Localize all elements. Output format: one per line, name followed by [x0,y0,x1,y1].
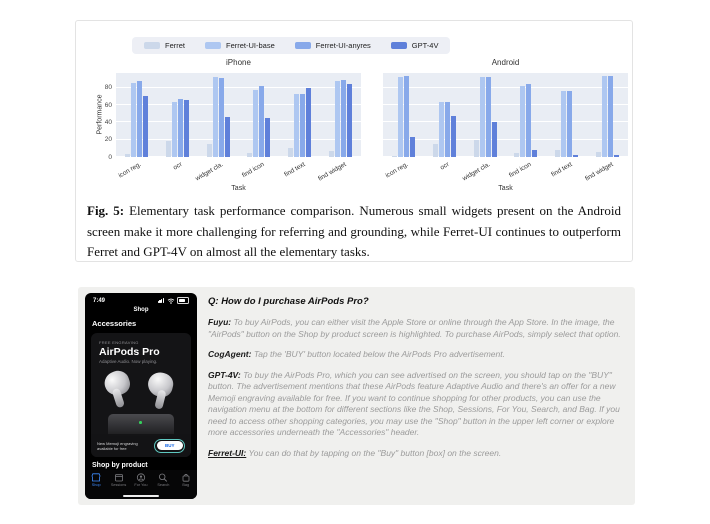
airpods-promo-card [91,333,191,457]
bar [492,122,497,157]
bar [178,99,183,157]
bar [265,118,270,157]
bar [166,141,171,157]
bar [398,77,403,157]
person-circle-icon [136,473,146,482]
bar [526,84,531,157]
bar [335,81,340,157]
gridline [116,87,361,88]
answer-text: You can do that by tapping on the "Buy" button [box] on the screen. [248,447,502,458]
earbud-right [142,370,181,416]
bar [247,153,252,157]
x-tick-label: icon reg. [384,161,410,180]
x-tick-label: find widget [583,161,615,183]
bar [433,144,438,157]
tab-bag [176,473,196,487]
bar [596,152,601,157]
tab-shop [86,473,106,487]
earbud-left [102,366,143,413]
gridline [383,104,628,105]
tab-search [153,473,173,487]
bar [439,102,444,157]
promo-subtitle: Adaptive Audio. Now playing. [99,359,158,364]
y-tick-label: 40 [104,118,112,126]
bar [573,155,578,157]
buy-highlight-box [154,439,185,453]
promo-banner [91,434,191,457]
bar [131,83,136,157]
legend-label: Ferret-UI-anyres [315,41,371,50]
x-tick-label: find icon [507,161,533,180]
qa-text [208,296,624,468]
bar [288,148,293,157]
answer-gpt4v [208,370,624,439]
answer-cogagent [208,349,624,361]
y-tick-label: 60 [104,101,112,109]
legend-swatch [391,42,407,49]
y-tick-label: 80 [104,84,112,92]
bar [300,94,305,157]
gridline [116,104,361,105]
promo-eyebrow: FREE ENGRAVING [99,340,139,345]
promo-title: AirPods Pro [99,346,160,358]
legend-swatch [295,42,311,49]
bar [172,102,177,157]
bar [125,154,130,157]
gridline [383,87,628,88]
bar [614,155,619,157]
bar [329,151,334,157]
legend-swatch [144,42,160,49]
x-axis-label: Task [231,185,246,192]
bar [404,76,409,157]
y-tick-label: 0 [108,153,112,161]
accessories-header: Accessories [92,319,137,328]
status-time: 7:49 [93,297,106,304]
legend-label: GPT-4V [411,41,439,50]
bar [225,117,230,157]
plot-area [383,73,628,183]
bar [474,140,479,157]
chart-title: Android [491,58,520,67]
answer-text: To buy AirPods, you can either visit the Apple Store or online through the App Store. In the image, the "AirPods" button on the Shop by product screen is highlighted. To purchase AirPods, simply select that option. [208,317,621,339]
bar [207,144,212,157]
gridline [116,156,361,157]
legend-swatch [205,42,221,49]
bag-icon [181,473,191,482]
answer-ferret-ui [208,448,624,460]
tab-label: Bag [182,483,190,487]
y-tick-label: 20 [104,136,112,144]
x-tick-label: icon reg. [117,161,143,180]
bar [602,76,607,157]
qa-question: Q: How do I purchase AirPods Pro? [208,296,369,307]
bar [567,91,572,157]
airpods-product-image [91,368,191,436]
bar [445,102,450,157]
x-tick-label: find widget [316,161,348,183]
phone-status-bar [85,293,197,305]
tab-label: For You [134,483,148,487]
legend-label: Ferret [165,41,186,50]
search-icon [158,473,168,482]
airpods-case [108,414,174,436]
bar [294,94,299,157]
signal-icon [158,298,164,303]
chart-title: iPhone [226,58,251,67]
bar [451,116,456,157]
bar [137,81,142,157]
answer-text: To buy the AirPods Pro, which you can see advertised on the screen, you should tap on the "BUY" button. The advertisement mentions that these AirPods feature Adaptive Audio and there's an offer for a new Memoji engraving available for free. If you want to continue shopping for other products, you can use the navigation menu at the bottom for different sections like the Shop, Sessions, For You, Search, and Bag. If you need to access other shopping categories, you may use the "Shop" button in the upper left corner or explore more accessories underneath the "Accessories" header. [208,369,620,437]
bar [143,96,148,157]
answer-fuyu [208,317,624,340]
status-icons [158,297,189,304]
tab-for-you [131,473,151,487]
qa-card [78,287,635,505]
speaker-cogagent: CogAgent: [208,349,252,359]
figure-caption-label: Fig. 5: [87,203,125,218]
chart-legend [132,37,450,54]
x-tick-label: find icon [240,161,266,180]
gridline [383,121,628,122]
bar [608,76,613,157]
x-tick-label: widget cla. [461,161,492,183]
y-axis-label: Performance [96,94,104,135]
phone-nav-title: Shop [133,307,149,313]
gridline [116,139,361,140]
speaker-fuyu: Fuyu: [208,317,232,327]
shop-by-product-header: Shop by product [92,462,148,469]
buy-button: BUY [157,441,183,450]
x-tick-label: widget cla. [194,161,225,183]
gridline [383,156,628,157]
tab-sessions [109,473,129,487]
tab-label: Sessions [110,483,127,487]
wifi-icon [167,298,175,304]
legend-item [205,41,275,50]
x-axis-label: Task [498,185,513,192]
bar [341,80,346,157]
x-tick-label: ocr [439,161,451,172]
bar [480,77,485,157]
tab-label: Search [157,483,170,487]
figure-caption [87,201,621,263]
battery-icon [177,297,189,304]
phone-screenshot [85,293,197,499]
speaker-gpt4v: GPT-4V: [208,369,241,380]
figure-card [75,20,633,262]
x-tick-label: find text [283,161,307,179]
bar [514,153,519,157]
gridline [116,121,361,122]
bar [392,156,397,157]
bar [561,91,566,157]
bar [184,100,189,157]
chart-android [383,58,628,192]
figure-caption-text: Elementary task performance comparison. Numerous small widgets present on the Android screen make it more challenging for referring and grounding, while Ferret-UI continues to outperform Ferret and GPT-4V on almost all the elementary tasks. [87,203,621,259]
legend-item [391,41,439,50]
bar [532,150,537,157]
bar [486,77,491,157]
bar [555,150,560,157]
legend-item [144,41,185,50]
bar [520,86,525,157]
bar [213,77,218,157]
bar [306,88,311,157]
plot-area [104,73,361,183]
bar [253,90,258,157]
bar [410,137,415,157]
banner-text: New Memoji engraving available for free [97,440,138,451]
tab-label: Shop [91,483,101,487]
x-tick-label: find text [550,161,574,179]
answer-text: Tap the 'BUY' button located below the AirPods Pro advertisement. [253,349,505,359]
storefront-icon [91,473,101,482]
x-tick-label: ocr [172,161,184,172]
bar [347,84,352,157]
speaker-ferret-ui: Ferret-UI: [208,447,247,458]
bar [259,86,264,157]
bar [219,78,224,157]
legend-label: Ferret-UI-base [226,41,275,50]
legend-item [295,41,371,50]
calendar-icon [114,473,124,482]
gridline [383,139,628,140]
home-indicator [123,495,159,498]
chart-iphone [96,58,361,192]
